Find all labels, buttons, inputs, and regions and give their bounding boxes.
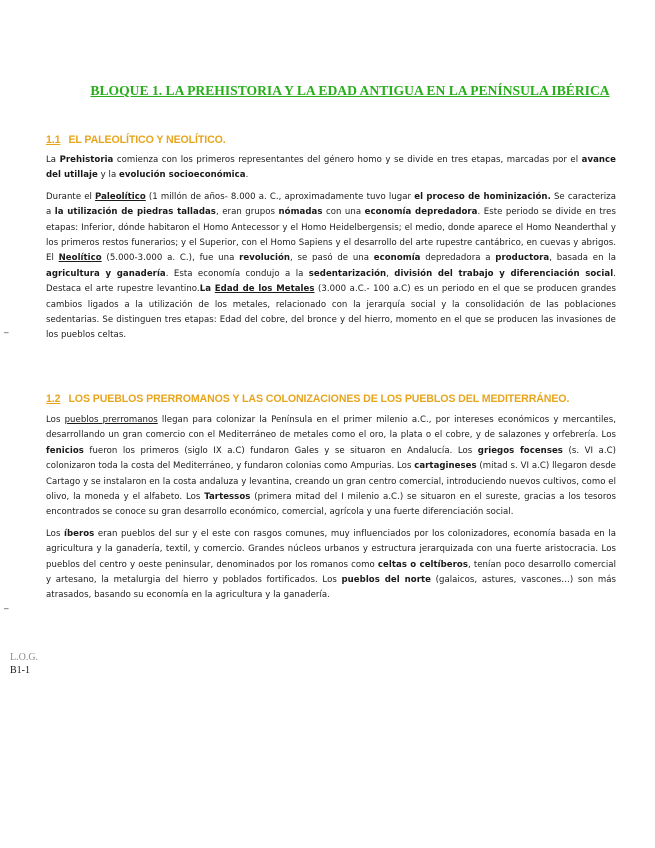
text-run: eran pueblos del sur y el este con rasgos comunes, muy influenciados por los colonizadores, economía basada en la agricultura y la ganadería, textil, y comercio. Grandes núcleos urbanos y estructura jerarquizada con una fuerte aristocracia. Los pueblos del centro y oeste peninsular, denominados por los romanos como <box>46 528 616 570</box>
bold-text: fenicios <box>46 445 84 456</box>
bold-text: Tartessos <box>204 492 251 503</box>
bold-text: economía <box>373 253 421 264</box>
section-body-1 <box>46 153 616 350</box>
section-number-1: 1.1 <box>46 134 61 146</box>
text-run: (mitad s. VI a.C) llegaron desde Cartago y se instalaron en la costa andaluza y levantina, creando un gran centro comercial, introduciendo nuevos cultivos, como el olivo, la moneda y el alfabeto. Los <box>46 461 616 503</box>
bold-text: la utilización de piedras talladas <box>54 207 216 218</box>
text-run: con una <box>322 207 365 218</box>
text-run: , eran grupos <box>215 207 279 218</box>
bold-text: griegos focenses <box>477 445 563 456</box>
section-title-1: EL PALEOLÍTICO Y NEOLÍTICO. <box>68 134 226 146</box>
bold-text: Paleolítico <box>95 191 146 202</box>
text-run: pueblos prerromanos <box>64 415 158 425</box>
bold-text: avance del utillaje <box>46 155 616 181</box>
bold-text: La <box>199 284 215 295</box>
text-run: (s. VI a.C) colonizaron toda la costa del Mediterráneo, y fundaron colonias como Ampurias. Los <box>46 445 617 472</box>
section-number-2: 1.2 <box>46 393 61 405</box>
section-heading-1 <box>46 134 226 146</box>
bold-text: pueblos del norte <box>341 575 431 586</box>
margin-mark: _ <box>4 600 9 610</box>
text-run: Se caracteriza a <box>46 191 616 218</box>
bold-text: cartagineses <box>414 461 477 472</box>
bold-text: división del trabajo y diferenciación social <box>394 268 614 279</box>
section-title-2: LOS PUEBLOS PRERROMANOS Y LAS COLONIZACIONES DE LOS PUEBLOS DEL MEDITERRÁNEO. <box>68 393 570 405</box>
paragraph <box>46 190 616 344</box>
paragraph <box>46 153 616 184</box>
bold-text: agricultura y ganadería <box>46 268 166 279</box>
footer <box>10 651 38 677</box>
text-run: (galaicos, astures, vascones…) son más atrasados, basando su economía en la agricultura y la ganadería. <box>46 575 616 601</box>
bold-text: el proceso de hominización. <box>414 191 551 202</box>
text-run: (primera mitad del I milenio a.C.) se situaron en el sureste, gracias a los tesoros encontrados se conoce su gran desarrollo económico, comercial, agrícola y una fuerte diferenciación social. <box>46 492 616 518</box>
bold-text: sedentarización <box>308 268 387 279</box>
text-run: (5.000-3.000 a. C.), fue una <box>101 253 240 264</box>
text-run: depredadora a <box>420 253 496 264</box>
text-run: (3.000 a.C.- 100 a.C) es un periodo en el que se producen grandes cambios ligados a la utilización de los metales, relacionado con la jerarquía social y la consolidación de las poblaciones sedentarias. Se distinguen tres etapas: Edad del cobre, del bronce y del hierro, momento en el que se producen las invasiones de los pueblos celtas. <box>46 284 616 341</box>
text-run: , <box>386 268 395 279</box>
text-run: comienza con los primeros representantes del género homo y se divide en tres etapas, marcadas por el <box>113 155 582 165</box>
text-run: , basada en la <box>549 253 616 264</box>
bold-text: celtas o celtíberos <box>377 559 468 570</box>
section-heading-2 <box>46 393 569 405</box>
text-run: (1 millón de años- 8.000 a. C., aproximadamente tuvo lugar <box>145 191 415 202</box>
text-run: , se pasó de una <box>290 253 374 264</box>
bold-text: economía depredadora <box>364 207 478 218</box>
footer-line-2: B1-1 <box>10 665 30 676</box>
text-run: Los <box>46 528 64 539</box>
text-run: Durante el <box>46 191 96 202</box>
text-run: . Destaca el arte rupestre levantino. <box>46 268 616 295</box>
text-run: . Esta economía condujo a la <box>165 268 309 279</box>
bold-text: evolución socioeconómica <box>119 170 246 181</box>
footer-line-1: L.O.G. <box>10 652 39 663</box>
margin-mark: _ <box>4 324 9 334</box>
bold-text: Prehistoria <box>59 155 114 165</box>
bold-text: Edad de los Metales <box>214 284 315 295</box>
text-run: y la <box>97 170 119 181</box>
bold-text: Neolítico <box>58 253 102 264</box>
paragraph <box>46 527 616 604</box>
text-run: , tenían poco desarrollo comercial y artesano, la metalurgia del hierro y poblados fortificados. Los <box>46 559 617 586</box>
bold-text: nómadas <box>278 207 323 218</box>
document-title: BLOQUE 1. LA PREHISTORIA Y LA EDAD ANTIGUA EN LA PENÍNSULA IBÉRICA <box>90 83 610 98</box>
text-run: llegan para colonizar la Península en el primer milenio a.C., por intereses económicos y mercantiles, desarrollando un gran comercio con el Mediterráneo de metales como el oro, la plata o el cobre, y de salazones y orfebrería. Los <box>46 415 616 441</box>
text-run: Los <box>46 415 65 425</box>
paragraph <box>46 413 616 521</box>
bold-text: revolución <box>239 253 291 264</box>
bold-text: íberos <box>63 528 95 539</box>
text-run: La <box>46 155 60 165</box>
bold-text: productora <box>495 253 550 264</box>
text-run: . Este periodo se divide en tres etapas: Inferior, dónde habitaron el Homo Antecessor y el Homo Heidelbergensis; el medio, donde aparece el Homo Neanderthal y los primeros restos funerarios; y el Superior, con el Homo Sapiens y el desarrollo del arte rupestre cantábrico, en cuevas y abrigos. El <box>46 207 616 264</box>
section-body-2 <box>46 413 616 610</box>
text-run: fueron los primeros (siglo IX a.C) fundaron Gales y se situaron en Andalucía. Los <box>83 445 478 456</box>
text-run: . <box>245 170 249 181</box>
